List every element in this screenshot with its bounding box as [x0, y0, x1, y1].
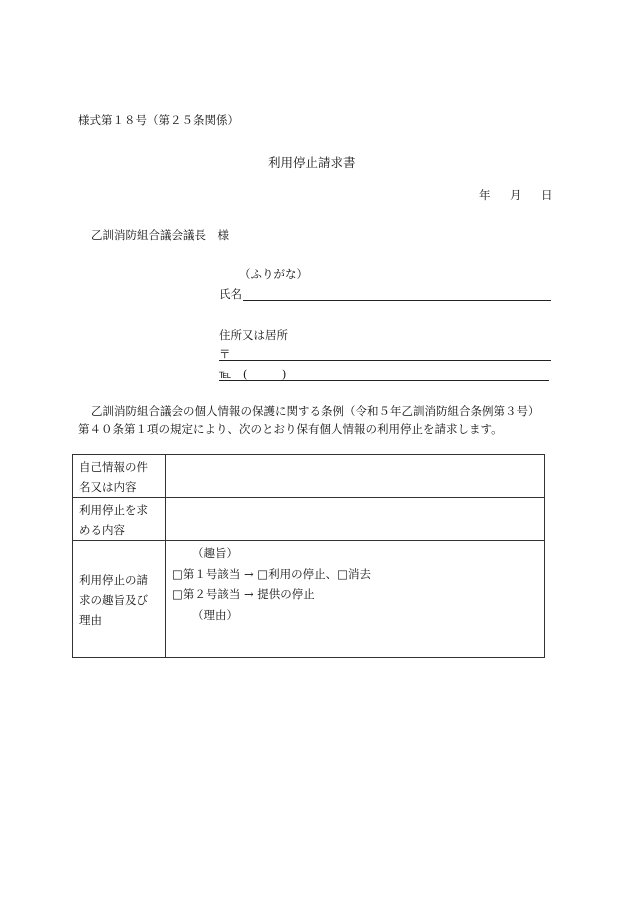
record-name-label-line-1: 自己情報の件: [79, 460, 148, 474]
record-name-label: [73, 455, 166, 498]
table-row-requested-content: [73, 498, 545, 541]
furigana-label: （ふりがな）: [239, 267, 308, 281]
purpose-reason-cell[interactable]: [166, 541, 545, 658]
record-name-label-line-2: 名又は内容: [79, 480, 137, 494]
tel-label: ℡ ( ): [219, 367, 287, 381]
body-text-line-1: 乙訓消防組合議会の個人情報の保護に関する条例（令和５年乙訓消防組合条例第３号）: [91, 404, 540, 418]
date-month-label: 月: [510, 188, 522, 202]
table-row-purpose-reason: [73, 541, 545, 658]
address-label: 住所又は居所: [219, 328, 288, 342]
reason-heading: （理由）: [192, 607, 238, 622]
purpose-heading: （趣旨）: [192, 546, 238, 560]
tel-input-line[interactable]: [219, 380, 549, 381]
requested-content-label: [73, 498, 166, 541]
postal-mark: 〒: [219, 347, 231, 361]
date-day-label: 日: [541, 188, 553, 202]
option-item-1[interactable]: □第１号該当 → □利用の停止、□消去: [172, 566, 372, 581]
request-table: [72, 454, 545, 658]
address-input-line[interactable]: [219, 360, 551, 361]
requested-content-label-line-2: める内容: [79, 523, 125, 537]
record-name-input[interactable]: [166, 455, 545, 498]
requested-content-input[interactable]: [166, 498, 545, 541]
purpose-reason-label-line-3: 理由: [79, 613, 102, 627]
document-title: 利用停止請求書: [268, 155, 356, 170]
purpose-reason-label-line-2: 求の趣旨及び: [79, 593, 148, 607]
body-text-line-2: 第４０条第１項の規定により、次のとおり保有個人情報の利用停止を請求します。: [78, 422, 503, 436]
requested-content-label-line-1: 利用停止を求: [79, 503, 148, 517]
name-label: 氏名: [219, 287, 242, 301]
form-number: 様式第１８号（第２５条関係）: [78, 113, 239, 127]
table-row-record-name: [73, 455, 545, 498]
addressee: 乙訓消防組合議会議長 様: [91, 228, 229, 242]
name-input-line[interactable]: [243, 300, 551, 301]
purpose-reason-label: [73, 541, 166, 658]
purpose-reason-label-line-1: 利用停止の請: [79, 573, 148, 587]
date-year-label: 年: [479, 188, 491, 202]
option-item-2[interactable]: □第２号該当 → 提供の停止: [172, 587, 315, 601]
